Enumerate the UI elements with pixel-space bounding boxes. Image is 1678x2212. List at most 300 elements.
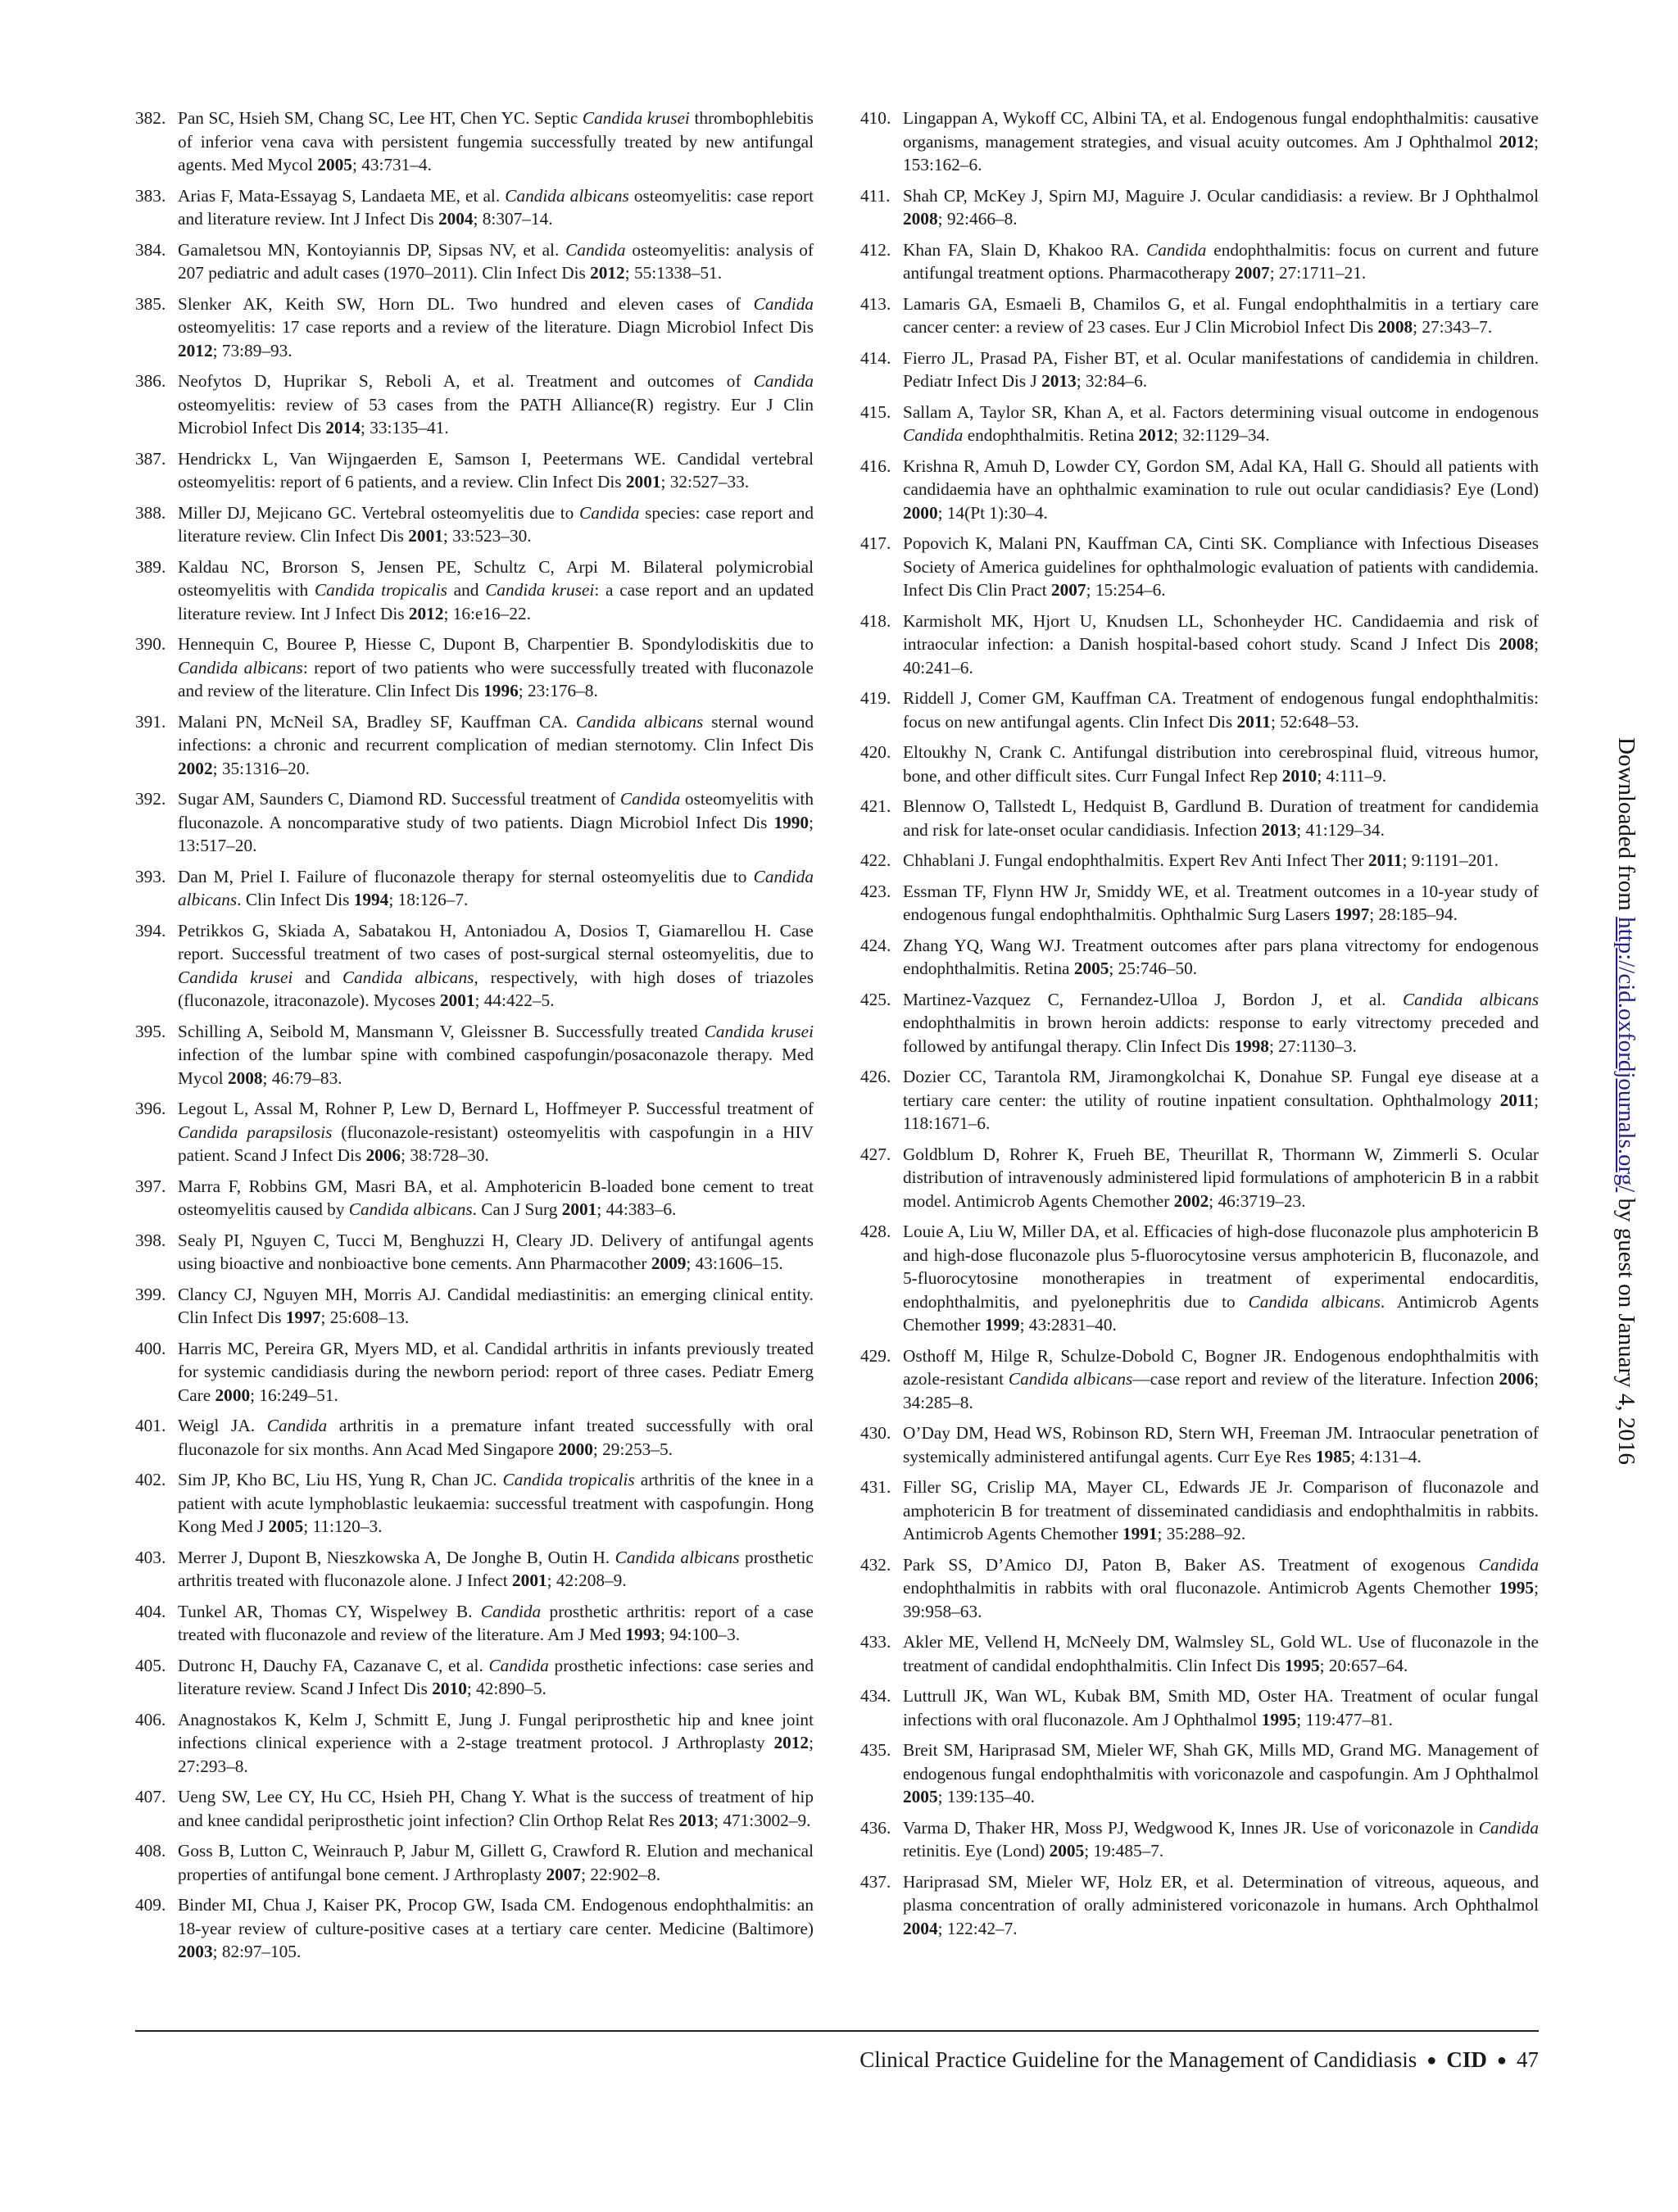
citation-text: and [447, 580, 486, 600]
reference-entry [860, 988, 1539, 1058]
citation-year: 2013 [1041, 371, 1077, 391]
citation-year: 2007 [1050, 580, 1086, 600]
citation-year: 1997 [1334, 904, 1370, 924]
reference-entry [135, 1229, 814, 1276]
citation-italic-text: Candida albicans [1402, 989, 1539, 1009]
citation-text: Akler ME, Vellend H, McNeely DM, Walmsley SL, Gold WL. Use of fluconazole in the treatment of candidal endophthalmitis. Clin Infect Dis [903, 1632, 1539, 1675]
reference-number: 414. [860, 347, 891, 368]
reference-number: 415. [860, 401, 891, 422]
reference-citation [178, 1841, 814, 1884]
reference-entry [860, 741, 1539, 787]
citation-text: arthritis in a premature infant treated successfully with oral fluconazole for six months. Ann Acad Med Singapore [178, 1416, 814, 1459]
citation-text: (fluconazole-resistant) osteomyelitis with caspofungin in a HIV patient. Scand J Infect Dis [178, 1122, 814, 1165]
reference-number: 385. [135, 293, 166, 314]
citation-year: 2007 [546, 1864, 582, 1884]
reference-citation [178, 557, 814, 623]
citation-text: ; 16:249–51. [250, 1385, 338, 1405]
footer-title: Clinical Practice Guideline for the Management of Candidiasis [859, 2047, 1417, 2072]
citation-italic-text: Candida parapsilosis [178, 1122, 333, 1142]
reference-entry [135, 1468, 814, 1539]
citation-text: Kaldau NC, Brorson S, Jensen PE, Schultz C, Arpi M. Bilateral polymicrobial osteomyelitis with [178, 556, 814, 600]
reference-entry [860, 1630, 1539, 1677]
reference-citation [178, 108, 814, 175]
page-footer [859, 2046, 1539, 2074]
citation-text: ; 55:1338–51. [624, 263, 723, 283]
footer-bullet: ● [1426, 2051, 1437, 2069]
reference-entry [860, 107, 1539, 177]
citation-text: ; 122:42–7. [937, 1918, 1018, 1938]
citation-text: Goldblum D, Rohrer K, Frueh BE, Theurillat R, Thormann W, Zimmerli S. Ocular distribution of intravenously administered lipid formulations of amphotericin B in a rabbit model. Antimicrob Agents Chemother [903, 1144, 1539, 1211]
reference-entry [860, 347, 1539, 393]
reference-number: 411. [860, 185, 891, 206]
citation-text: ; 46:79–83. [262, 1067, 342, 1088]
reference-entry [135, 447, 814, 494]
citation-text: prosthetic arthritis treated with fluconazole alone. J Infect [178, 1547, 814, 1590]
citation-year: 2009 [651, 1253, 687, 1273]
citation-text: infection of the lumbar spine with combined caspofungin/posaconazole therapy. Med Mycol [178, 1045, 814, 1088]
citation-text: Riddell J, Comer GM, Kauffman CA. Treatment of endogenous fungal endophthalmitis: focus on new antifungal agents. Clin Infect Dis [903, 688, 1539, 732]
reference-entry [860, 292, 1539, 339]
citation-italic-text: Candida [753, 371, 814, 391]
reference-entry [135, 1414, 814, 1461]
reference-citation [903, 1067, 1539, 1133]
citation-text: Lamaris GA, Esmaeli B, Chamilos G, et al. Fungal endophthalmitis in a tertiary care cancer center: a review of 23 cases. Eur J Clin Microbiol Infect Dis [903, 293, 1539, 337]
citation-text: osteomyelitis: review of 53 cases from the PATH Alliance(R) registry. Eur J Clin Microbiol Infect Dis [178, 394, 814, 437]
reference-number: 390. [135, 634, 166, 654]
citation-text: Hendrickx L, Van Wijngaerden E, Samson I, Peetermans WE. Candidal vertebral osteomyelitis: report of 6 patients, and a review. Clin Infect Dis [178, 448, 814, 492]
reference-entry [860, 184, 1539, 231]
citation-italic-text: Candida krusei [178, 967, 293, 987]
reference-number: 437. [860, 1871, 891, 1892]
citation-text: ; 27:1130–3. [1268, 1036, 1357, 1056]
reference-entry [135, 865, 814, 912]
citation-year: 2000 [903, 502, 938, 523]
citation-text: . Antimicrob Agents Chemother [903, 1291, 1539, 1335]
citation-text: Sealy PI, Nguyen C, Tucci M, Benghuzzi H, Cleary JD. Delivery of antifungal agents using bioactive and nonbioactive bone cements. Ann Pharmacother [178, 1230, 814, 1273]
citation-italic-text: Candida [903, 425, 964, 445]
citation-year: 2003 [178, 1942, 213, 1961]
citation-text: Hariprasad SM, Mieler WF, Holz ER, et al. Determination of vitreous, aqueous, and plasma concentration of orally administered voriconazole in humans. Arch Ophthalmol [903, 1871, 1539, 1915]
reference-number: 388. [135, 502, 166, 523]
reference-entry [135, 555, 814, 626]
citation-text: endophthalmitis in brown heroin addicts: response to early vitrectomy preceded and followed by antifungal therapy. Clin Infect Dis [903, 1013, 1539, 1056]
citation-year: 2011 [1499, 1090, 1535, 1110]
reference-entry [135, 1600, 814, 1647]
citation-text: thrombophlebitis of inferior vena cava with persistent fungemia successfully treated by new antifungal agents. Med Mycol [178, 108, 814, 175]
citation-year: 1999 [984, 1315, 1020, 1335]
citation-text: Sugar AM, Saunders C, Diamond RD. Successful treatment of [178, 789, 620, 809]
citation-italic-text: Candida albicans [342, 967, 474, 987]
reference-citation [178, 1099, 814, 1165]
citation-year: 2008 [227, 1067, 263, 1088]
reference-entry [860, 687, 1539, 733]
reference-number: 393. [135, 866, 166, 886]
reference-entry [860, 1344, 1539, 1415]
reference-entry [860, 455, 1539, 525]
citation-text: ; 43:2831–40. [1019, 1315, 1117, 1335]
citation-text: ; 8:307–14. [473, 209, 553, 229]
citation-text: species: case report and literature review. Clin Infect Dis [178, 502, 814, 546]
citation-italic-text: Candida albicans [348, 1199, 473, 1219]
reference-number: 436. [860, 1817, 891, 1838]
download-notice [1610, 737, 1643, 1557]
download-notice-suffix: by guest on January 4, 2016 [1613, 1192, 1639, 1465]
citation-year: 1994 [353, 890, 389, 909]
reference-number: 433. [860, 1632, 891, 1652]
citation-text: Eltoukhy N, Crank C. Antifungal distribution into cerebrospinal fluid, vitreous humor, bone, and other difficult sites. Curr Fungal Infect Rep [903, 742, 1539, 786]
citation-text: Chhablani J. Fungal endophthalmitis. Expert Rev Anti Infect Ther [903, 850, 1369, 870]
citation-text: ; 44:422–5. [474, 990, 555, 1010]
reference-number: 386. [135, 371, 166, 391]
citation-year: 2001 [439, 990, 475, 1010]
reference-citation [903, 882, 1539, 925]
citation-year: 2004 [903, 1918, 938, 1938]
reference-entry [860, 1738, 1539, 1809]
reference-citation [903, 1423, 1539, 1466]
citation-text: Dozier CC, Tarantola RM, Jiramongkolchai K, Donahue SP. Fungal eye disease at a tertiary care center: the utility of routine inpatient consultation. Ophthalmology [903, 1067, 1539, 1110]
reference-citation [178, 1176, 814, 1220]
citation-text: Petrikkos G, Skiada A, Sabatakou H, Antoniadou A, Dosios T, Giamarellou H. Case report. Successful treatment of two cases of post-surgical sternal osteomyelitis, due to [178, 920, 814, 963]
reference-number: 403. [135, 1547, 166, 1567]
reference-entry [860, 401, 1539, 447]
journal-url-link[interactable]: http://cid.oxfordjournals.org/ [1613, 917, 1639, 1193]
reference-number: 396. [135, 1099, 166, 1118]
citation-italic-text: Candida albicans [575, 711, 704, 732]
reference-number: 383. [135, 185, 166, 206]
citation-text: ; 9:1191–201. [1402, 850, 1499, 870]
citation-text: ; 27:343–7. [1413, 317, 1493, 337]
citation-year: 2012 [408, 603, 444, 623]
citation-text: ; 44:383–6. [596, 1199, 677, 1219]
citation-text: ; 153:162–6. [903, 131, 1539, 175]
citation-text: . Clin Infect Dis [237, 890, 354, 909]
reference-citation [178, 789, 814, 855]
reference-number: 408. [135, 1841, 166, 1861]
reference-citation [903, 456, 1539, 523]
citation-italic-text: Candida [266, 1416, 328, 1435]
citation-text: Varma D, Thaker HR, Moss PJ, Wedgwood K, Innes JR. Use of voriconazole in [903, 1817, 1479, 1838]
reference-entry [135, 710, 814, 781]
citation-year: 2000 [215, 1385, 251, 1405]
citation-text: , respectively, with high doses of triazoles (fluconazole, itraconazole). Mycoses [178, 967, 814, 1010]
reference-citation [178, 1416, 814, 1459]
citation-text: Blennow O, Tallstedt L, Hedquist B, Gardlund B. Duration of treatment for candidemia and risk for late-onset ocular candidiasis. Infection [903, 796, 1539, 840]
citation-text: Park SS, D’Amico DJ, Paton B, Baker AS. Treatment of exogenous [903, 1554, 1479, 1575]
reference-number: 431. [860, 1477, 891, 1497]
citation-text: ; 35:1316–20. [212, 758, 310, 778]
reference-number: 409. [135, 1895, 166, 1915]
citation-text: ; 14(Pt 1):30–4. [937, 502, 1048, 523]
reference-entry [135, 919, 814, 1013]
reference-citation [903, 1740, 1539, 1806]
reference-number: 413. [860, 293, 891, 314]
reference-entry [860, 610, 1539, 680]
citation-year: 2008 [1499, 634, 1535, 654]
citation-year: 2002 [1173, 1190, 1209, 1211]
reference-entry [860, 532, 1539, 602]
citation-text: osteomyelitis with fluconazole. A noncomparative study of two patients. Diagn Microbiol Infect Dis [178, 789, 814, 832]
citation-text: ; 35:288–92. [1157, 1524, 1246, 1543]
citation-text: Shah CP, McKey J, Spirn MJ, Maguire J. Ocular candidiasis: a review. Br J Ophthalmol [903, 185, 1539, 206]
citation-year: 2004 [438, 209, 474, 229]
citation-text: ; 41:129–34. [1296, 819, 1385, 840]
reference-entry [135, 1097, 814, 1167]
citation-year: 1998 [1234, 1036, 1269, 1056]
citation-year: 2012 [1138, 425, 1174, 445]
reference-number: 384. [135, 239, 166, 260]
citation-text: Fierro JL, Prasad PA, Fisher BT, et al. Ocular manifestations of candidemia in children. Pediatr Infect Dis J [903, 347, 1539, 391]
reference-citation [178, 240, 814, 283]
citation-year: 2006 [1499, 1369, 1535, 1389]
reference-citation [178, 1787, 814, 1830]
reference-citation [178, 1602, 814, 1645]
citation-text: ; 52:648–53. [1270, 711, 1359, 732]
citation-year: 2008 [903, 209, 938, 229]
reference-entry [135, 1785, 814, 1832]
citation-text: ; 4:111–9. [1317, 765, 1387, 786]
citation-text: Pan SC, Hsieh SM, Chang SC, Lee HT, Chen YC. Septic [178, 108, 583, 128]
citation-text: ; 11:120–3. [303, 1516, 383, 1536]
citation-year: 1995 [1499, 1578, 1535, 1598]
reference-citation [903, 1346, 1539, 1412]
citation-text: Breit SM, Hariprasad SM, Mieler WF, Shah GK, Mills MD, Grand MG. Management of endogenous fungal endophthalmitis with voriconazole and caspofungin. Am J Ophthalmol [903, 1740, 1539, 1784]
reference-citation [903, 186, 1539, 229]
reference-number: 419. [860, 688, 891, 708]
reference-number: 416. [860, 456, 891, 476]
citation-text: ; 34:285–8. [903, 1369, 1540, 1412]
reference-citation [178, 1470, 814, 1536]
reference-citation [903, 533, 1539, 600]
citation-text: ; 33:523–30. [442, 526, 532, 546]
citation-text: ; 43:1606–15. [686, 1253, 783, 1273]
reference-number: 405. [135, 1655, 166, 1675]
citation-text: ; 22:902–8. [581, 1864, 661, 1884]
reference-number: 421. [860, 796, 891, 816]
reference-number: 387. [135, 448, 166, 469]
citation-year: 1996 [483, 681, 519, 700]
citation-year: 1995 [1285, 1655, 1320, 1675]
citation-italic-text: Candida albicans [178, 657, 303, 678]
reference-entry [135, 1283, 814, 1330]
reference-number: 432. [860, 1554, 891, 1575]
citation-text: ; 32:1129–34. [1173, 425, 1270, 445]
reference-citation [178, 921, 814, 1011]
citation-text: Zhang YQ, Wang WJ. Treatment outcomes after pars plana vitrectomy for endogenous endophthalmitis. Retina [903, 935, 1539, 978]
citation-text: Sim JP, Kho BC, Liu HS, Yung R, Chan JC. [178, 1470, 503, 1489]
citation-text: ; 119:477–81. [1296, 1709, 1393, 1729]
citation-text: ; 82:97–105. [212, 1942, 302, 1961]
citation-text: Dutronc H, Dauchy FA, Cazanave C, et al. [178, 1655, 489, 1675]
citation-text: ; 20:657–64. [1319, 1655, 1408, 1675]
reference-citation [903, 402, 1539, 446]
citation-text: endophthalmitis in rabbits with oral fluconazole. Antimicrob Agents Chemother [903, 1578, 1499, 1598]
reference-number: 435. [860, 1740, 891, 1760]
citation-italic-text: Candida [480, 1601, 542, 1621]
reference-citation [178, 1548, 814, 1591]
citation-year: 1997 [285, 1308, 321, 1327]
reference-number: 382. [135, 108, 166, 128]
reference-number: 399. [135, 1284, 166, 1304]
citation-text: ; 16:e16–22. [443, 603, 531, 623]
citation-text: Binder MI, Chua J, Kaiser PK, Procop GW, Isada CM. Endogenous endophthalmitis: an 18-year review of culture-positive cases at a tertiary care center. Medicine (Baltimore) [178, 1895, 814, 1938]
reference-number: 430. [860, 1423, 891, 1443]
reference-citation [178, 1285, 814, 1328]
citation-year: 2005 [903, 1787, 938, 1806]
reference-entry [135, 1893, 814, 1964]
citation-year: 2002 [178, 758, 213, 778]
reference-entry [135, 1654, 814, 1701]
reference-number: 401. [135, 1416, 166, 1435]
citation-text: Luttrull JK, Wan WL, Kubak BM, Smith MD, Oster HA. Treatment of ocular fungal infections with oral fluconazole. Am J Ophthalmol [903, 1686, 1539, 1729]
reference-citation [903, 611, 1539, 678]
reference-citation [903, 1818, 1539, 1861]
reference-entry [135, 787, 814, 858]
reference-citation [903, 742, 1539, 786]
citation-text: Gamaletsou MN, Kontoyiannis DP, Sipsas NV, et al. [178, 239, 566, 260]
citation-text: Louie A, Liu W, Miller DA, et al. Efficacies of high-dose fluconazole plus amphotericin B and high-dose fluconazole plus 5-fluorocytosine versus amphotericin B, fluconazole, and 5-fluorocytosine monotherapies in treatment of experimental endocarditis, endophthalmitis, and pyelonephritis due to [903, 1222, 1539, 1312]
citation-year: 2013 [1261, 819, 1297, 840]
citation-text: ; 19:485–7. [1084, 1841, 1164, 1861]
citation-year: 2011 [1236, 711, 1271, 732]
download-notice-prefix: Downloaded from [1613, 737, 1639, 918]
citation-italic-text: Candida tropicalis [314, 580, 447, 600]
reference-number: 395. [135, 1021, 166, 1041]
citation-italic-text: Candida albicans [1248, 1291, 1381, 1312]
citation-text: Goss B, Lutton C, Weinrauch P, Jabur M, Gillett G, Crawford R. Elution and mechanical properties of antifungal bone cement. J Arthroplasty [178, 1841, 814, 1884]
reference-number: 426. [860, 1067, 891, 1086]
citation-text: Popovich K, Malani PN, Kauffman CA, Cinti SK. Compliance with Infectious Diseases Society of America guidelines for ophthalmologic evaluation of patients with candidemia. Infect Dis Clin Pract [903, 533, 1539, 600]
reference-citation [178, 371, 814, 437]
reference-citation [178, 1339, 814, 1405]
reference-citation [178, 1710, 814, 1776]
reference-citation [178, 867, 814, 910]
reference-citation [903, 1555, 1539, 1621]
citation-text: ; 32:84–6. [1076, 371, 1148, 391]
reference-citation [178, 712, 814, 778]
reference-number: 412. [860, 239, 891, 260]
citation-text: Dan M, Priel I. Failure of fluconazole therapy for sternal osteomyelitis due to [178, 866, 754, 886]
reference-number: 427. [860, 1144, 891, 1164]
reference-number: 423. [860, 881, 891, 901]
citation-text: ; 25:746–50. [1109, 959, 1198, 978]
citation-year: 2005 [317, 155, 352, 175]
reference-entry [860, 1684, 1539, 1731]
reference-number: 400. [135, 1338, 166, 1358]
citation-text: Hennequin C, Bouree P, Hiesse C, Dupont B, Charpentier B. Spondylodiskitis due to [178, 634, 814, 654]
reference-number: 406. [135, 1709, 166, 1729]
reference-citation [903, 936, 1539, 979]
citation-text: O’Day DM, Head WS, Robinson RD, Stern WH, Freeman JM. Intraocular penetration of systemically administered antifungal agents. Curr Eye Res [903, 1423, 1539, 1466]
citation-italic-text: Candida albicans [505, 185, 629, 206]
citation-text: endophthalmitis. Retina [963, 425, 1139, 445]
citation-text: Krishna R, Amuh D, Lowder CY, Gordon SM, Adal KA, Hall G. Should all patients with candidaemia have an ophthalmic examination to rule out ocular candidiasis? Eye (Lond) [903, 456, 1539, 499]
citation-italic-text: Candida krusei [704, 1021, 814, 1041]
citation-italic-text: Candida albicans [178, 866, 814, 909]
citation-text: Arias F, Mata-Essayag S, Landaeta ME, et al. [178, 185, 506, 206]
reference-entry [860, 849, 1539, 873]
reference-citation [178, 294, 814, 360]
citation-year: 2001 [408, 526, 443, 546]
reference-entry [860, 795, 1539, 841]
reference-entry [135, 1708, 814, 1779]
citation-year: 2010 [1281, 765, 1317, 786]
citation-text: endophthalmitis: focus on current and future antifungal treatment options. Pharmacotherapy [903, 239, 1539, 283]
citation-year: 2012 [1499, 131, 1535, 152]
citation-year: 2001 [512, 1571, 547, 1590]
reference-citation [903, 688, 1539, 732]
citation-text: Weigl JA. [178, 1416, 267, 1435]
citation-italic-text: Candida [488, 1655, 549, 1675]
citation-italic-text: Candida tropicalis [502, 1470, 635, 1489]
citation-year: 2001 [561, 1199, 597, 1219]
reference-citation [178, 186, 814, 229]
citation-year: 2008 [1377, 317, 1413, 337]
citation-year: 1985 [1315, 1446, 1351, 1466]
reference-citation [903, 1477, 1539, 1543]
citation-text: arthritis of the knee in a patient with acute lymphoblastic leukaemia: successful treatment with caspofungin. Hong Kong Med J [178, 1470, 814, 1536]
citation-text: ; 92:466–8. [937, 209, 1018, 229]
reference-entry [860, 1870, 1539, 1941]
citation-text: osteomyelitis: analysis of 207 pediatric and adult cases (1970–2011). Clin Infect Dis [178, 239, 814, 283]
references-column-left [135, 107, 814, 1971]
reference-citation [903, 796, 1539, 840]
citation-text: ; 29:253–5. [592, 1439, 673, 1459]
reference-number: 410. [860, 108, 891, 128]
citation-text: Miller DJ, Mejicano GC. Vertebral osteomyelitis due to [178, 502, 580, 523]
reference-entry [135, 1175, 814, 1222]
citation-text: ; 39:958–63. [903, 1578, 1539, 1621]
reference-entry [135, 501, 814, 548]
footer-divider [135, 2030, 1539, 2032]
reference-entry [860, 1143, 1539, 1213]
citation-text: ; 73:89–93. [212, 340, 293, 360]
reference-entry [135, 1839, 814, 1886]
reference-number: 404. [135, 1601, 166, 1621]
reference-citation [178, 1231, 814, 1274]
citation-italic-text: Candida [1478, 1817, 1539, 1838]
reference-citation [178, 634, 814, 700]
citation-year: 2000 [558, 1439, 593, 1459]
citation-text: Osthoff M, Hilge R, Schulze-Dobold C, Bogner JR. Endogenous endophthalmitis with azole-resistant [903, 1345, 1539, 1389]
citation-italic-text: Candida [1146, 239, 1207, 260]
citation-italic-text: Candida albicans [615, 1547, 740, 1567]
citation-text: Tunkel AR, Thomas CY, Wispelwey B. [178, 1601, 481, 1621]
citation-text: ; 27:1711–21. [1269, 263, 1367, 283]
citation-text: ; 32:527–33. [660, 472, 750, 492]
reference-number: 391. [135, 711, 166, 732]
citation-text: prosthetic infections: case series and literature review. Scand J Infect Dis [178, 1655, 814, 1698]
reference-entry [135, 107, 814, 177]
reference-number: 418. [860, 610, 891, 631]
reference-number: 397. [135, 1176, 166, 1196]
citation-text: Clancy CJ, Nguyen MH, Morris AJ. Candidal mediastinitis: an emerging clinical entity. Clin Infect Dis [178, 1284, 814, 1327]
reference-citation [903, 990, 1539, 1056]
reference-number: 428. [860, 1222, 891, 1241]
citation-text: ; 28:185–94. [1369, 904, 1458, 924]
citation-text: ; 18:126–7. [388, 890, 469, 909]
citation-text: osteomyelitis: 17 case reports and a review of the literature. Diagn Microbiol Infect Dis [178, 317, 814, 337]
citation-text: —case report and review of the literature. Infection [1132, 1369, 1499, 1389]
citation-text: ; 42:208–9. [546, 1571, 627, 1590]
citation-text: ; 43:731–4. [351, 155, 432, 175]
citation-text: Merrer J, Dupont B, Nieszkowska A, De Jonghe B, Outin H. [178, 1547, 615, 1567]
reference-number: 398. [135, 1230, 166, 1250]
reference-citation [903, 1222, 1539, 1335]
citation-text: osteomyelitis: case report and literature review. Int J Infect Dis [178, 185, 814, 229]
reference-entry [860, 1421, 1539, 1468]
citation-text: Essman TF, Flynn HW Jr, Smiddy WE, et al. Treatment outcomes in a 10-year study of endogenous fungal endophthalmitis. Ophthalmic Surg Lasers [903, 881, 1539, 924]
reference-number: 407. [135, 1787, 166, 1806]
